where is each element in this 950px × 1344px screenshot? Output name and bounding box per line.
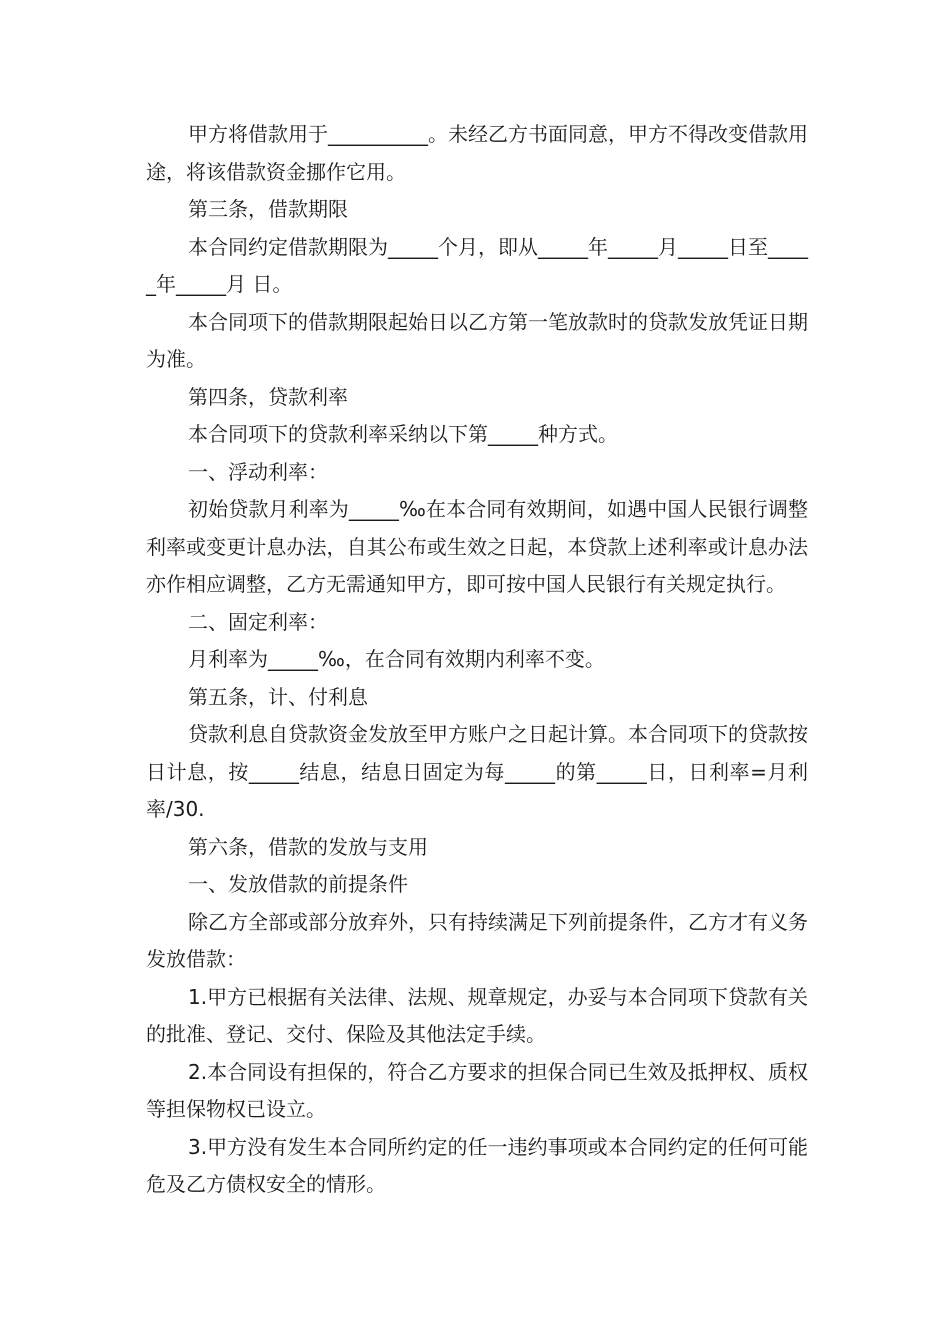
document-body: [146, 116, 808, 1204]
heading-article-5-interest-payment: 第五条，计、付利息: [188, 684, 368, 709]
heading-floating-rate: 一、浮动利率：: [188, 459, 328, 484]
paragraph-fixed-rate: 月利率为_____‰，在合同有效期内利率不变。: [188, 647, 605, 671]
list-item-condition-1: 1.甲方已根据有关法律、法规、规章规定，办妥与本合同项下贷款有关的批准、登记、交付、保险及其他法定手续。: [146, 984, 808, 1046]
paragraph-rate-method: 本合同项下的贷款利率采纳以下第_____种方式。: [188, 422, 618, 446]
paragraph-loan-purpose: 甲方将借款用于__________。未经乙方书面同意，甲方不得改变借款用途，将该借款资金挪作它用。: [146, 122, 808, 184]
heading-article-6-disbursement: 第六条，借款的发放与支用: [188, 834, 428, 859]
paragraph-floating-rate: 初始贷款月利率为_____‰在本合同有效期间，如遇中国人民银行调整利率或变更计息办法，自其公布或生效之日起，本贷款上述利率或计息办法亦作相应调整，乙方无需通知甲方，即可按中国人民银行有关规定执行。: [146, 497, 808, 596]
heading-fixed-rate: 二、固定利率：: [188, 609, 328, 634]
paragraph-interest-calculation: 贷款利息自贷款资金发放至甲方账户之日起计算。本合同项下的贷款按日计息，按_____结息，结息日固定为每_____的第_____日，日利率=月利率/30.: [146, 722, 808, 821]
heading-article-4-interest-rate: 第四条，贷款利率: [188, 384, 348, 409]
list-item-condition-2: 2.本合同设有担保的，符合乙方要求的担保合同已生效及抵押权、质权等担保物权已设立。: [146, 1059, 808, 1121]
paragraph-disbursement-intro: 除乙方全部或部分放弃外，只有持续满足下列前提条件，乙方才有义务发放借款：: [146, 909, 808, 971]
paragraph-loan-term-period: 本合同约定借款期限为_____个月，即从_____年_____月_____日至_____年_____月 日。: [146, 234, 808, 296]
paragraph-loan-term-start: 本合同项下的借款期限起始日以乙方第一笔放款时的贷款发放凭证日期为准。: [146, 309, 808, 371]
heading-disbursement-conditions: 一、发放借款的前提条件: [188, 872, 408, 896]
heading-article-3-loan-term: 第三条，借款期限: [188, 197, 348, 221]
list-item-condition-3: 3.甲方没有发生本合同所约定的任一违约事项或本合同约定的任何可能危及乙方债权安全的情形。: [146, 1134, 808, 1196]
